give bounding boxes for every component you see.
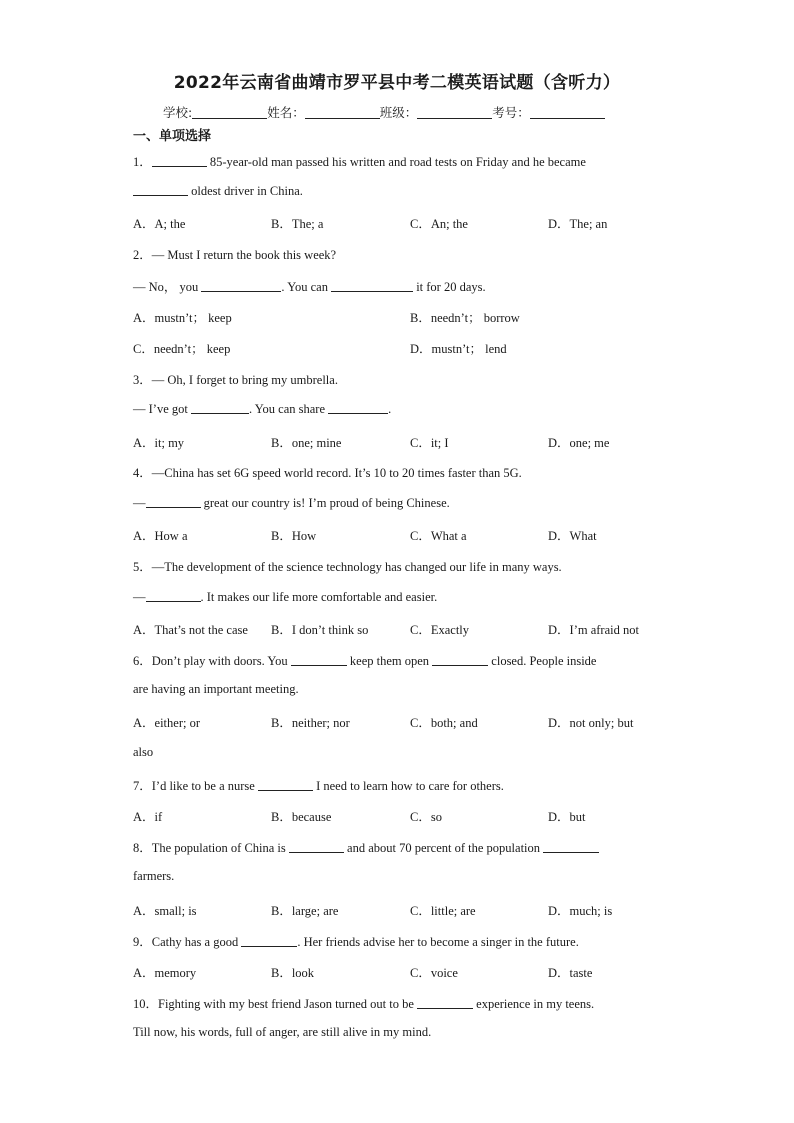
q6-text-a: 6．Don’t play with doors. You <box>133 654 288 668</box>
question-5-line-1: 5．—The development of the science technology has changed our life in many ways. <box>133 560 562 574</box>
answer-blank[interactable] <box>133 183 188 196</box>
q5-option-b[interactable]: B．I don’t think so <box>271 623 369 637</box>
q2-option-d[interactable]: D．mustn’t； lend <box>410 342 507 356</box>
question-10-line-1 <box>133 994 594 1012</box>
q5-text-a: — <box>133 590 146 604</box>
q2-option-b[interactable]: B．needn’t； borrow <box>410 311 520 325</box>
q2-option-a[interactable]: A．mustn’t； keep <box>133 311 232 325</box>
answer-blank[interactable] <box>289 840 344 853</box>
q10-text-b: experience in my teens. <box>476 997 595 1011</box>
answer-blank[interactable] <box>152 154 207 167</box>
q8-text-a: 8．The population of China is <box>133 841 286 855</box>
q8-option-d[interactable]: D．much; is <box>548 904 613 918</box>
q10-text-a: 10．Fighting with my best friend Jason turned out to be <box>133 997 414 1011</box>
page-title: 2022年云南省曲靖市罗平县中考二模英语试题（含听力） <box>173 73 621 93</box>
question-1-text: 85-year-old man passed his written and road tests on Friday and he became <box>209 155 586 169</box>
answer-blank[interactable] <box>543 840 599 853</box>
question-7-line-1 <box>133 776 504 794</box>
q9-option-a[interactable]: A．memory <box>133 966 197 980</box>
q8-option-b[interactable]: B．large; are <box>271 904 339 918</box>
question-6-line-1 <box>133 651 597 669</box>
question-8-line-2: farmers. <box>133 869 175 883</box>
answer-blank[interactable] <box>432 653 488 666</box>
q7-text-a: 7．I’d like to be a nurse <box>133 779 255 793</box>
q3-text-a: — I’ve got <box>133 402 188 416</box>
student-info-line <box>163 103 605 121</box>
answer-blank[interactable] <box>258 778 313 791</box>
question-8-line-1 <box>133 838 599 856</box>
question-1-line-1 <box>133 152 586 170</box>
q3-option-d[interactable]: D．one; me <box>548 436 610 450</box>
q6-text-c: closed. People inside <box>491 654 597 668</box>
question-6-line-2: are having an important meeting. <box>133 682 299 696</box>
answer-blank[interactable] <box>291 653 347 666</box>
q1-option-c[interactable]: C．An; the <box>410 217 468 231</box>
q1-option-b[interactable]: B．The; a <box>271 217 324 231</box>
question-1-text-cont: oldest driver in China. <box>191 184 303 198</box>
q4-option-d[interactable]: D．What <box>548 529 597 543</box>
answer-blank[interactable] <box>146 589 201 602</box>
class-blank[interactable] <box>417 105 492 119</box>
question-3-line-2 <box>133 401 391 417</box>
class-label: 班级： <box>379 105 418 120</box>
q3-option-b[interactable]: B．one; mine <box>271 436 342 450</box>
question-9-line-1 <box>133 932 579 950</box>
q4-option-a[interactable]: A．How a <box>133 529 188 543</box>
q5-text-b: . It makes our life more comfortable and easier. <box>200 590 438 604</box>
q2-text-c: it for 20 days. <box>416 280 486 294</box>
q4-option-c[interactable]: C．What a <box>410 529 467 543</box>
q6-text-b: keep them open <box>349 654 430 668</box>
school-blank[interactable] <box>192 105 267 119</box>
question-1-line-2 <box>133 183 303 199</box>
q1-option-a[interactable]: A．A; the <box>133 217 186 231</box>
school-label: 学校: <box>163 105 193 120</box>
q9-option-d[interactable]: D．taste <box>548 966 593 980</box>
question-4-line-1: 4．—China has set 6G speed world record. It’s 10 to 20 times faster than 5G. <box>133 466 522 480</box>
q9-text-a: 9．Cathy has a good <box>133 935 239 949</box>
question-10-line-2: Till now, his words, full of anger, are still alive in my mind. <box>133 1025 432 1039</box>
q5-option-d[interactable]: D．I’m afraid not <box>548 623 639 637</box>
q3-option-c[interactable]: C．it; I <box>410 436 449 450</box>
name-label: 姓名： <box>267 105 305 120</box>
q1-option-d[interactable]: D．The; an <box>548 217 608 231</box>
q6-option-c[interactable]: C．both; and <box>410 716 478 730</box>
q4-text-b: great our country is! I’m proud of being Chinese. <box>203 496 450 510</box>
q3-text-c: . <box>388 402 392 416</box>
q6-option-a[interactable]: A．either; or <box>133 716 200 730</box>
question-4-line-2 <box>133 495 450 511</box>
q3-option-a[interactable]: A．it; my <box>133 436 185 450</box>
question-2-line-1: 2．— Must I return the book this week? <box>133 248 337 262</box>
q4-text-a: — <box>133 496 146 510</box>
answer-blank[interactable] <box>331 279 413 292</box>
answer-blank[interactable] <box>328 401 388 414</box>
number-blank[interactable] <box>530 105 605 119</box>
section-title: 一、单项选择 <box>133 129 212 144</box>
q7-option-c[interactable]: C．so <box>410 810 442 824</box>
answer-blank[interactable] <box>241 934 297 947</box>
q8-text-b: and about 70 percent of the population <box>347 841 541 855</box>
q6-option-d[interactable]: D．not only; but <box>548 716 634 730</box>
name-blank[interactable] <box>305 105 380 119</box>
question-2-line-2 <box>133 277 486 295</box>
question-5-line-2 <box>133 589 437 605</box>
q6-option-b[interactable]: B．neither; nor <box>271 716 350 730</box>
q5-option-a[interactable]: A．That’s not the case <box>133 623 248 637</box>
q9-option-b[interactable]: B．look <box>271 966 315 980</box>
answer-blank[interactable] <box>146 495 201 508</box>
answer-blank[interactable] <box>191 401 249 414</box>
question-1-number: 1． <box>133 155 152 169</box>
q4-option-b[interactable]: B．How <box>271 529 317 543</box>
q8-option-c[interactable]: C．little; are <box>410 904 476 918</box>
q7-option-d[interactable]: D．but <box>548 810 586 824</box>
q7-text-b: I need to learn how to care for others. <box>316 779 504 793</box>
q8-option-a[interactable]: A．small; is <box>133 904 197 918</box>
q3-text-b: . You can share <box>248 402 326 416</box>
answer-blank[interactable] <box>201 279 281 292</box>
q7-option-b[interactable]: B．because <box>271 810 332 824</box>
q2-text-b: . You can <box>281 280 328 294</box>
answer-blank[interactable] <box>417 996 473 1009</box>
q6-option-d-cont: also <box>133 745 154 759</box>
number-label: 考号： <box>492 105 530 120</box>
q5-option-c[interactable]: C．Exactly <box>410 623 470 637</box>
q7-option-a[interactable]: A．if <box>133 810 163 824</box>
q9-option-c[interactable]: C．voice <box>410 966 458 980</box>
q2-option-c[interactable]: C．needn’t； keep <box>133 342 231 356</box>
question-3-line-1: 3．— Oh, I forget to bring my umbrella. <box>133 373 338 387</box>
q9-text-b: . Her friends advise her to become a singer in the future. <box>297 935 579 949</box>
q2-text-a: — No， you <box>133 280 199 294</box>
